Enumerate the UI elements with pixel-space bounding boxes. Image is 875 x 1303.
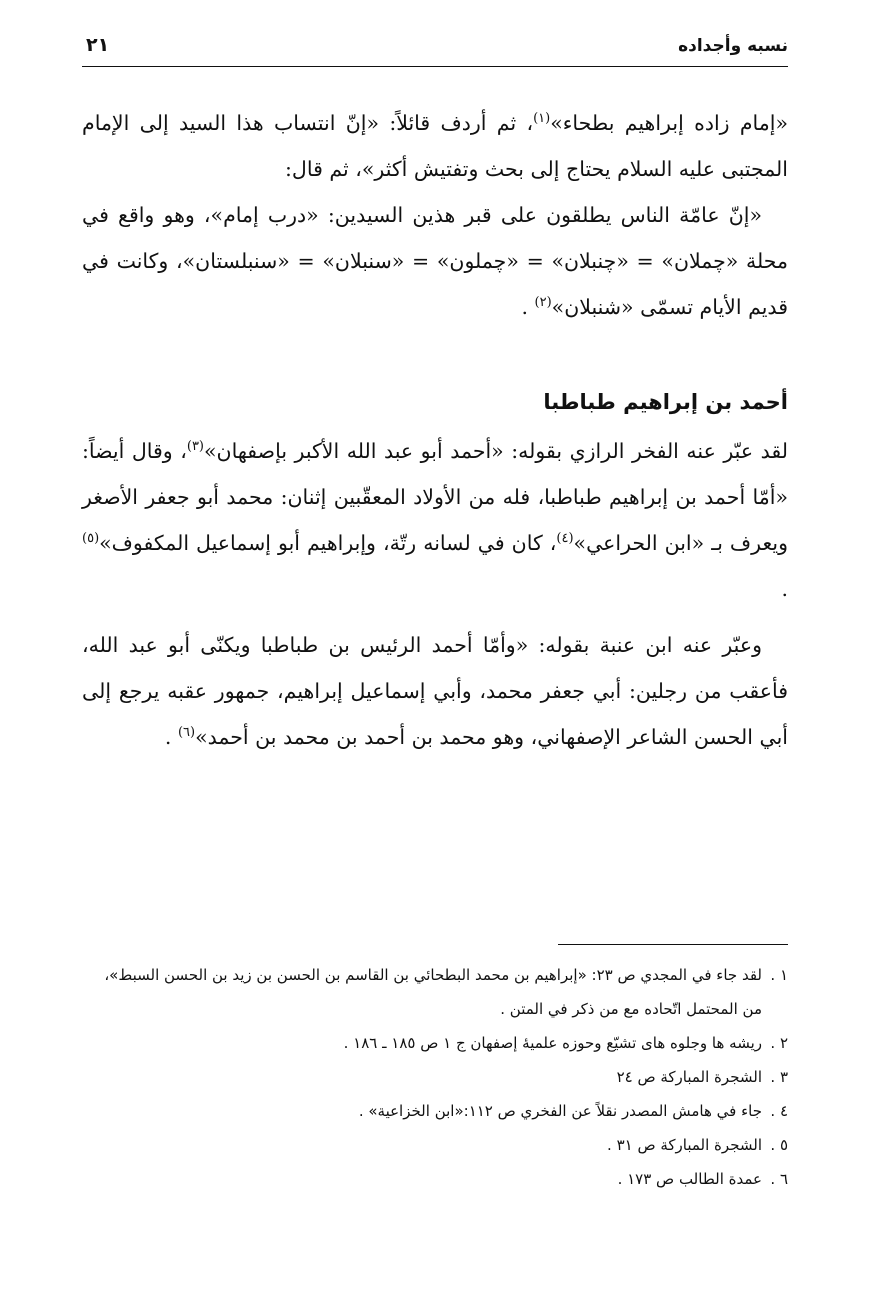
footnote-item: ٣ . الشجرة المباركة ص ٢٤ bbox=[82, 1060, 788, 1094]
paragraph-1: «إمام زاده إبراهيم بطحاء»$^{(١)}$، ثم أردف قائلاً: «إنّ انتساب هذا السيد إلى الإمام المجتبى عليه السلام يحتاج إلى بحث وتفتيش أكثر»، ثم قال: bbox=[82, 111, 789, 181]
footnote-number: ١ . bbox=[770, 966, 788, 984]
section-heading: أحمد بن إبراهيم طباطبا bbox=[543, 390, 788, 414]
paragraph-2: «إنّ عامّة الناس يطلقون على قبر هذين السيدين: «درب إمام»، وهو واقع في محلة «چملان» = «چنبلان» = «چملون» = «سنبلان» = «سنبلستان»، وكانت في قديم الأيام تسمّى «شنبلان»$^{(٢)}$ . bbox=[82, 203, 788, 319]
footnotes bbox=[82, 958, 788, 1196]
footnote-item: ٥ . الشجرة المباركة ص ٣١ . bbox=[82, 1128, 788, 1162]
page-number: ٢١ bbox=[86, 34, 110, 56]
footnote-item: ٢ . ريشه ها وجلوه هاى تشيّع وحوزه علميۀ إصفهان ج ١ ص ١٨٥ ـ ١٨٦ . bbox=[82, 1026, 788, 1060]
running-title: نسبه وأجداده bbox=[678, 36, 788, 56]
footnote-number: ٤ . bbox=[770, 1102, 788, 1120]
page-header bbox=[82, 32, 788, 67]
footnote-item: ١ . لقد جاء في المجدي ص ٢٣: «إبراهيم بن محمد البطحائي بن القاسم بن الحسن بن زيد بن الحسن السبط»، من المحتمل اتّحاده مع من ذكر في المتن . bbox=[82, 958, 788, 1026]
footnote-number: ٥ . bbox=[770, 1136, 788, 1154]
footnote-ref-5: (٥) bbox=[82, 531, 100, 547]
main-text bbox=[82, 100, 788, 760]
footnote-ref-3: (٣) bbox=[186, 439, 204, 455]
footnote-number: ٣ . bbox=[770, 1068, 788, 1086]
paragraph-3: لقد عبّر عنه الفخر الرازي بقوله: «أحمد أبو عبد الله الأكبر بإصفهان»$^{(٣)}$، وقال أيضاً: «أمّا أحمد بن إبراهيم طباطبا، فله من الأولاد المعقّبين إثنان: محمد أبو جعفر الأصغر ويعرف بـ «ابن الحراعي»$^{(٤)}$، كان في لسانه رتّة، وإبراهيم أبو إسماعيل المكفوف»$^{(٥)}$ . bbox=[82, 439, 788, 601]
footnote-divider bbox=[558, 944, 788, 945]
footnote-item: ٤ . جاء في هامش المصدر نقلاً عن الفخري ص ١١٢:«ابن الخزاعية» . bbox=[82, 1094, 788, 1128]
footnote-item: ٦ . عمدة الطالب ص ١٧٣ . bbox=[82, 1162, 788, 1196]
footnote-number: ٢ . bbox=[770, 1034, 788, 1052]
footnote-ref-2: (٢) bbox=[534, 295, 552, 311]
footnote-ref-6: (٦) bbox=[177, 725, 196, 741]
footnote-ref-1: (١) bbox=[533, 111, 551, 127]
footnote-number: ٦ . bbox=[770, 1170, 788, 1188]
footnote-ref-4: (٤) bbox=[556, 531, 574, 547]
paragraph-4: وعبّر عنه ابن عنبة بقوله: «وأمّا أحمد الرئيس بن طباطبا ويكنّى أبو عبد الله، فأعقب من رجلين: أبي جعفر محمد، وأبي إسماعيل إبراهيم، جمهور عقبه يرجع إلى أبي الحسن الشاعر الإصفهاني، وهو محمد بن أحمد بن محمد بن أحمد»$^{(٦)}$ . bbox=[82, 633, 788, 749]
